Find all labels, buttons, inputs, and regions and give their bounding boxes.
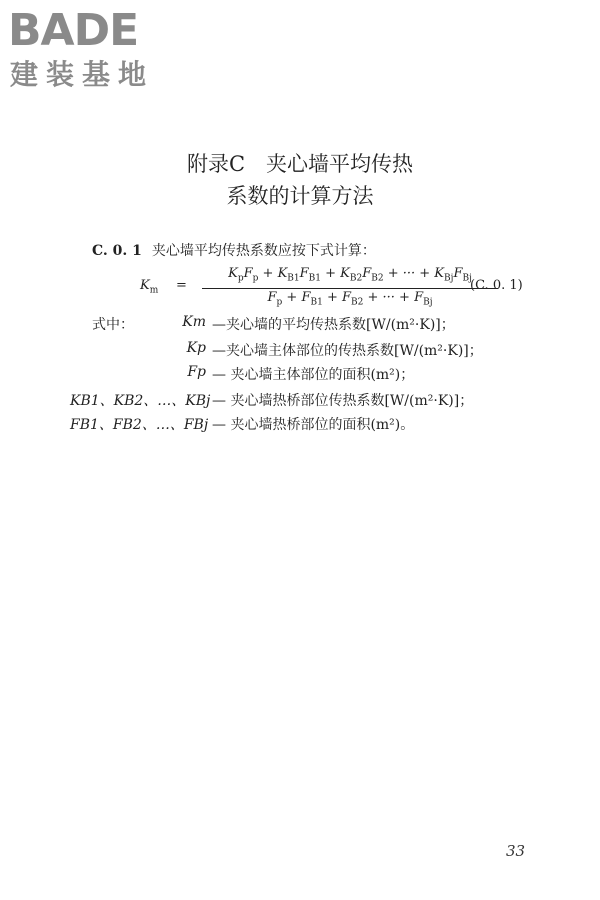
logo-wordmark: BADE (8, 5, 139, 56)
definition-symbol: FB1、FB2、…、FBj (70, 417, 209, 433)
formula (140, 266, 580, 312)
definition-text: — 夹心墙热桥部位传热系数[W/(m²·K)]； (212, 393, 474, 409)
page-number: 33 (506, 842, 526, 860)
definition-text: — 夹心墙主体部位的面积(m²)； (212, 367, 415, 383)
equation-number: (C. 0. 1) (470, 278, 523, 293)
clause-number: C. 0. 1 (92, 243, 142, 259)
definition-text: —夹心墙主体部位的传热系数[W/(m²·K)]； (212, 343, 483, 359)
appendix-title: 附录C 夹心墙平均传热 (186, 152, 414, 176)
appendix-subtitle: 系数的计算方法 (226, 184, 374, 208)
formula-denominator: $F_p + F_{B1} + F_{B2}$ + ··· + $F_{Bj}$ (267, 290, 433, 308)
formula-numerator: $K_pF_p + K_{B1}F_{B1} + K_{B2}F_{B2}$ + ··· + $K_{Bj}F_{Bj}$ (228, 266, 472, 284)
logo (8, 6, 188, 96)
definition-text: — 夹心墙热桥部位的面积(m²)。 (212, 417, 415, 433)
formula-equals: = (176, 278, 187, 293)
definition-text: —夹心墙的平均传热系数[W/(m²·K)]； (212, 317, 455, 333)
logo-subtitle: 建装基地 (10, 58, 155, 91)
definition-symbol: Kp (186, 340, 206, 356)
definition-symbol: Fp (187, 364, 206, 380)
formula-lhs: $K_m$ (140, 278, 159, 296)
where-label: 式中： (92, 317, 134, 333)
definition-symbol: Km (182, 314, 206, 330)
clause-line (92, 240, 376, 260)
definition-symbol: KB1、KB2、…、KBj (70, 393, 211, 409)
fraction-bar (202, 288, 498, 289)
clause-text: 夹心墙平均传热系数应按下式计算： (151, 243, 376, 259)
